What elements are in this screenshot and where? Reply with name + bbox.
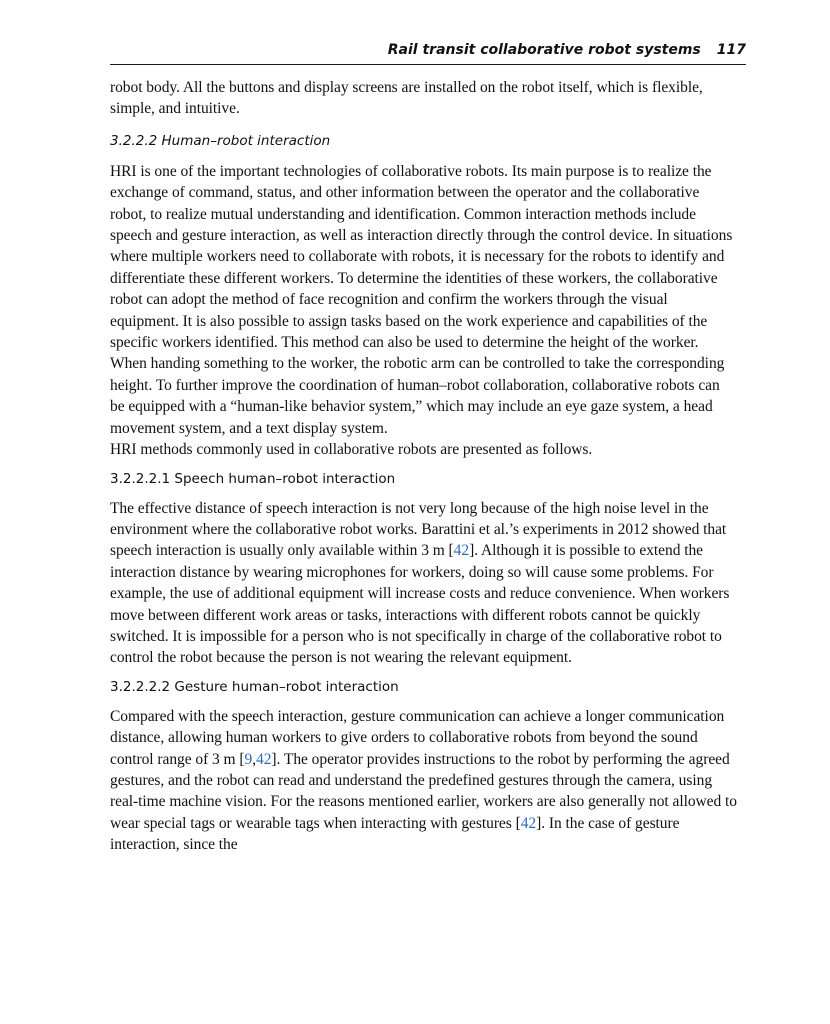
page-body xyxy=(110,77,738,856)
citation-link[interactable]: 42 xyxy=(520,814,537,832)
speech-text-b: ]. Although it is possible to extend the interaction distance by wearing microphones for workers, doing so will cause some problems. For example, the use of additional equipment will increase costs and reduce convenience. When workers move between different work areas or tasks, interactions with different robots cannot be quickly switched. It is impossible for a person who is not specifically in charge of the collaborative robot to control the robot because the person is not wearing the relevant equipment. xyxy=(110,542,730,667)
citation-link[interactable]: 42 xyxy=(256,750,272,768)
section-heading-human-robot-interaction: 3.2.2.2 Human–robot interaction xyxy=(110,132,331,149)
page-number: 117 xyxy=(716,42,746,58)
paragraph-speech xyxy=(110,498,738,669)
paragraph-hri-intro: HRI is one of the important technologies of collaborative robots. Its main purpose is to realize the exchange of command, status, and other information between the operator and the collaborative robot, to realize mutual understanding and identification. Common interaction methods include speech and gesture interaction, as well as interaction directly through the control device. In situations where multiple workers need to collaborate with robots, it is necessary for the robots to identify and differentiate these different workers. To determine the identities of these workers, the collaborative robot can adopt the method of face recognition and confirm the workers through the visual equipment. It is also possible to assign tasks based on the work experience and capabilities of the specific workers identified. This method can also be used to determine the height of the worker. When handing something to the worker, the robotic arm can be controlled to take the corresponding height. To further improve the coordination of human–robot collaboration, collaborative robots can be equipped with a “human-like behavior system,” which may include an eye gaze system, a head movement system, and a text display system. xyxy=(110,162,733,437)
paragraph-gesture xyxy=(110,706,738,856)
gesture-text-c: ]. In the case of gesture interaction, since the xyxy=(110,814,680,854)
speech-text-a: The effective distance of speech interaction is not very long because of the high noise level in the environment where the collaborative robot works. Barattini et al.’s experiments in 2012 showed that speech interaction is usually only available within 3 m [ xyxy=(110,499,727,560)
paragraph-continued: robot body. All the buttons and display screens are installed on the robot itself, which is flexible, simple, and intuitive. xyxy=(110,79,703,118)
running-header xyxy=(110,40,746,65)
citation-link[interactable]: 9 xyxy=(244,750,253,768)
running-title: Rail transit collaborative robot systems xyxy=(387,42,701,58)
gesture-text-a: Compared with the speech interaction, gesture communication can achieve a longer communication distance, allowing human workers to give orders to collaborative robots from beyond the sound control range of 3 m [ xyxy=(110,707,725,768)
citation-link[interactable]: 42 xyxy=(453,542,470,560)
paragraph-hri-methods: HRI methods commonly used in collaborative robots are presented as follows. xyxy=(110,441,593,459)
citation-separator: , xyxy=(252,750,257,768)
subsection-heading-gesture: 3.2.2.2.2 Gesture human–robot interaction xyxy=(110,678,399,695)
gesture-text-b: ]. The operator provides instructions to the robot by performing the agreed gestures, and the robot can read and understand the predefined gestures through the camera, using real-time machine vision. For the reasons mentioned earlier, workers are also generally not allowed to wear special tags or wearable tags when interacting with gestures [ xyxy=(110,750,737,832)
subsection-heading-speech: 3.2.2.2.1 Speech human–robot interaction xyxy=(110,470,396,487)
